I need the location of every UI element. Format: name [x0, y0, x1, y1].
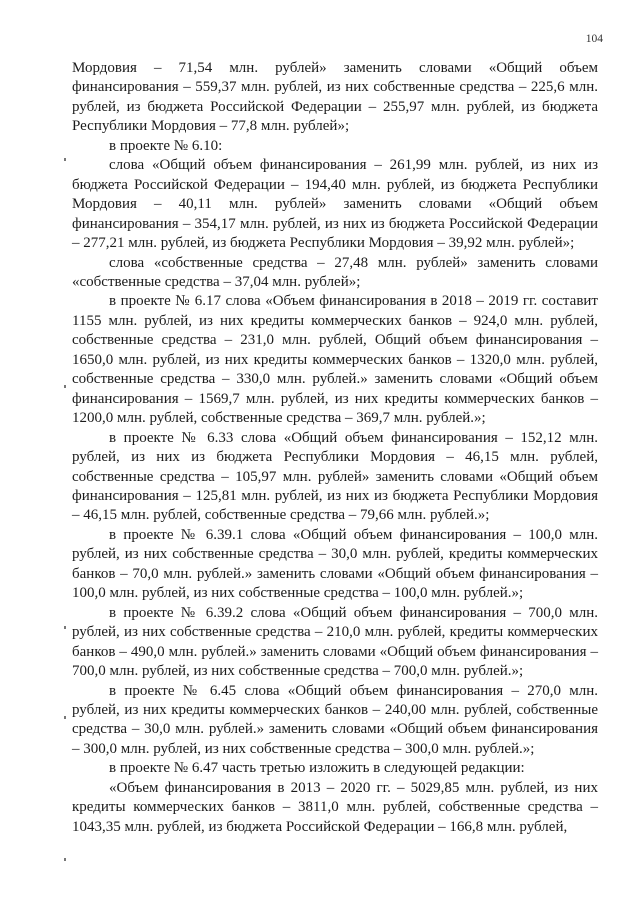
page-number: 104	[585, 33, 603, 45]
margin-mark	[64, 858, 66, 861]
paragraph-project-6-33: в проекте № 6.33 слова «Общий объем финансирования – 152,12 млн. рублей, из них из бюджета Республики Мордовия – 46,15 млн. рублей, собственные средства – 105,97 млн. рублей» заменить словами «Общий объем финансирования – 125,81 млн. рублей, из них из бюджета Республики Мордовия – 46,15 млн. рублей, собственные средства – 79,66 млн. рублей.»;	[72, 429, 598, 524]
paragraph-project-6-39-2: в проекте № 6.39.2 слова «Общий объем финансирования – 700,0 млн. рублей, из них собственные средства – 210,0 млн. рублей, кредиты коммерческих банков – 490,0 млн. рублей.» заменить словами «Общий объем финансирования – 700,0 млн. рублей, из них собственные средства – 700,0 млн. рублей.»;	[72, 604, 598, 680]
margin-mark	[64, 158, 66, 161]
paragraph-project-6-39-1: в проекте № 6.39.1 слова «Общий объем финансирования – 100,0 млн. рублей, из них собственные средства – 30,0 млн. рублей, кредиты коммерческих банков – 70,0 млн. рублей.» заменить словами «Общий объем финансирования – 100,0 млн. рублей, из них собственные средства – 100,0 млн. рублей.»;	[72, 526, 598, 602]
paragraph-project-6-10-own-funds: слова «собственные средства – 27,48 млн. рублей» заменить словами «собственные средства – 37,04 млн. рублей»;	[72, 254, 598, 290]
paragraph-project-6-17: в проекте № 6.17 слова «Объем финансирования в 2018 – 2019 гг. составит 1155 млн. рублей, из них кредиты коммерческих банков – 924,0 млн. рублей, собственные средства – 231,0 млн. рублей, Общий объем финансирования – 1650,0 млн. рублей, из них кредиты коммерческих банков – 1320,0 млн. рублей, собственные средства – 330,0 млн. рублей.» заменить словами «Общий объем финансирования – 1569,7 млн. рублей, из них кредиты коммерческих банков – 1200,0 млн. рублей, собственные средства – 369,7 млн. рублей.»;	[72, 293, 598, 427]
paragraph-continuation: Мордовия – 71,54 млн. рублей» заменить словами «Общий объем финансирования – 559,37 млн. рублей, из них собственные средства – 225,6 млн. рублей, из бюджета Российской Федерации – 255,97 млн. рублей, из бюджета Республики Мордовия – 77,8 млн. рублей»;	[72, 60, 598, 135]
paragraph-project-6-10-heading: в проекте № 6.10:	[109, 137, 223, 154]
paragraph-project-6-45: в проекте № 6.45 слова «Общий объем финансирования – 270,0 млн. рублей, из них кредиты коммерческих банков – 240,00 млн. рублей, собственные средства – 30,0 млн. рублей.» заменить словами «Общий объем финансирования – 300,0 млн. рублей, из них собственные средства – 300,0 млн. рублей.»;	[72, 682, 598, 757]
paragraph-project-6-10-financing: слова «Общий объем финансирования – 261,99 млн. рублей, из них из бюджета Российской Федерации – 194,40 млн. рублей, из бюджета Республики Мордовия – 40,11 млн. рублей» заменить словами «Общий объем финансирования – 354,17 млн. рублей, из них из бюджета Российской Федерации – 277,21 млн. рублей, из бюджета Республики Мордовия – 39,92 млн. рублей»;	[72, 157, 598, 252]
margin-mark	[64, 716, 66, 719]
margin-mark	[64, 385, 66, 388]
margin-mark	[64, 626, 66, 629]
document-body	[72, 59, 598, 837]
paragraph-project-6-47: в проекте № 6.47 часть третью изложить в следующей редакции:	[109, 760, 525, 777]
paragraph-project-6-47-text: «Объем финансирования в 2013 – 2020 гг. – 5029,85 млн. рублей, из них кредиты коммерческих банков – 3811,0 млн. рублей, собственные средства – 1043,35 млн. рублей, из бюджета Российской Федерации – 166,8 млн. рублей,	[72, 779, 598, 835]
